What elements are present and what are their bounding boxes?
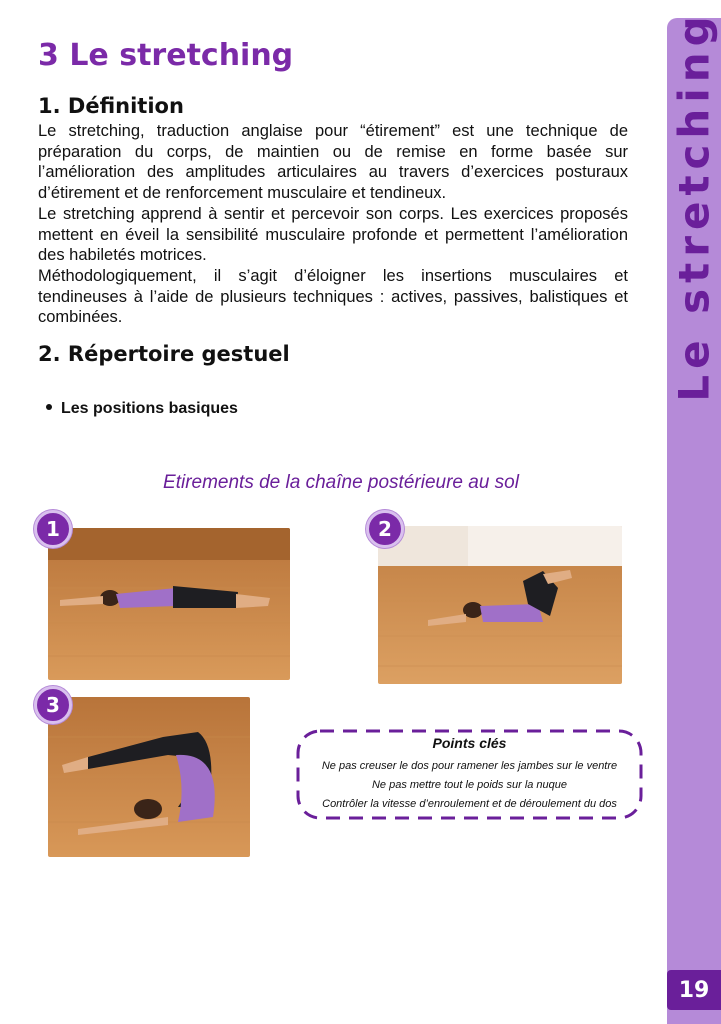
paragraph: Le stretching, traduction anglaise pour “étirement” est une technique de préparation du corps, de maintien ou de remise en forme basée sur l’amélioration des amplitudes articulaires au travers d’exercices posturaux d’étirement et de renforcement musculaire et tendineux. [38, 122, 628, 203]
photo-3 [48, 697, 250, 857]
photo-lying-flat-icon [48, 528, 290, 680]
photo-knees-to-chest-icon [378, 526, 622, 684]
definition-text [38, 121, 628, 328]
photo-1 [48, 528, 290, 680]
key-points-content [296, 735, 643, 814]
side-tab [667, 10, 721, 1024]
bullet-dot-icon [46, 404, 52, 410]
section-title-definition: 1. Définition [38, 94, 184, 118]
page-number: 19 [667, 970, 721, 1010]
chapter-title: 3 Le stretching [38, 38, 294, 73]
photo-number-badge: 1 [34, 510, 72, 548]
key-point: Contrôler la vitesse d’enroulement et de déroulement du dos [322, 798, 617, 810]
key-point: Ne pas creuser le dos pour ramener les jambes sur le ventre [321, 760, 618, 772]
paragraph: Le stretching apprend à sentir et percevoir son corps. Les exercices proposés mettent en éveil la sensibilité musculaire profonde et permettent l’amélioration des habiletés motrices. [38, 204, 628, 265]
figure-caption: Etirements de la chaîne postérieure au sol [163, 472, 519, 493]
side-tab-title: Le stretching [669, 10, 719, 402]
photo-number-badge: 2 [366, 510, 404, 548]
bullet-item: Les positions basiques [46, 400, 238, 418]
key-points-box [296, 729, 643, 820]
key-points-title: Points clés [432, 735, 507, 751]
key-point: Ne pas mettre tout le poids sur la nuque [371, 779, 568, 791]
section-title-repertoire: 2. Répertoire gestuel [38, 342, 290, 366]
photo-2 [378, 526, 622, 684]
paragraph: Méthodologiquement, il s’agit d’éloigner les insertions musculaires et tendineuses à l’aide de plusieurs techniques : actives, passives, balistiques et combinées. [38, 266, 628, 327]
photo-number-badge: 3 [34, 686, 72, 724]
photo-plough-pose-icon [48, 697, 250, 857]
